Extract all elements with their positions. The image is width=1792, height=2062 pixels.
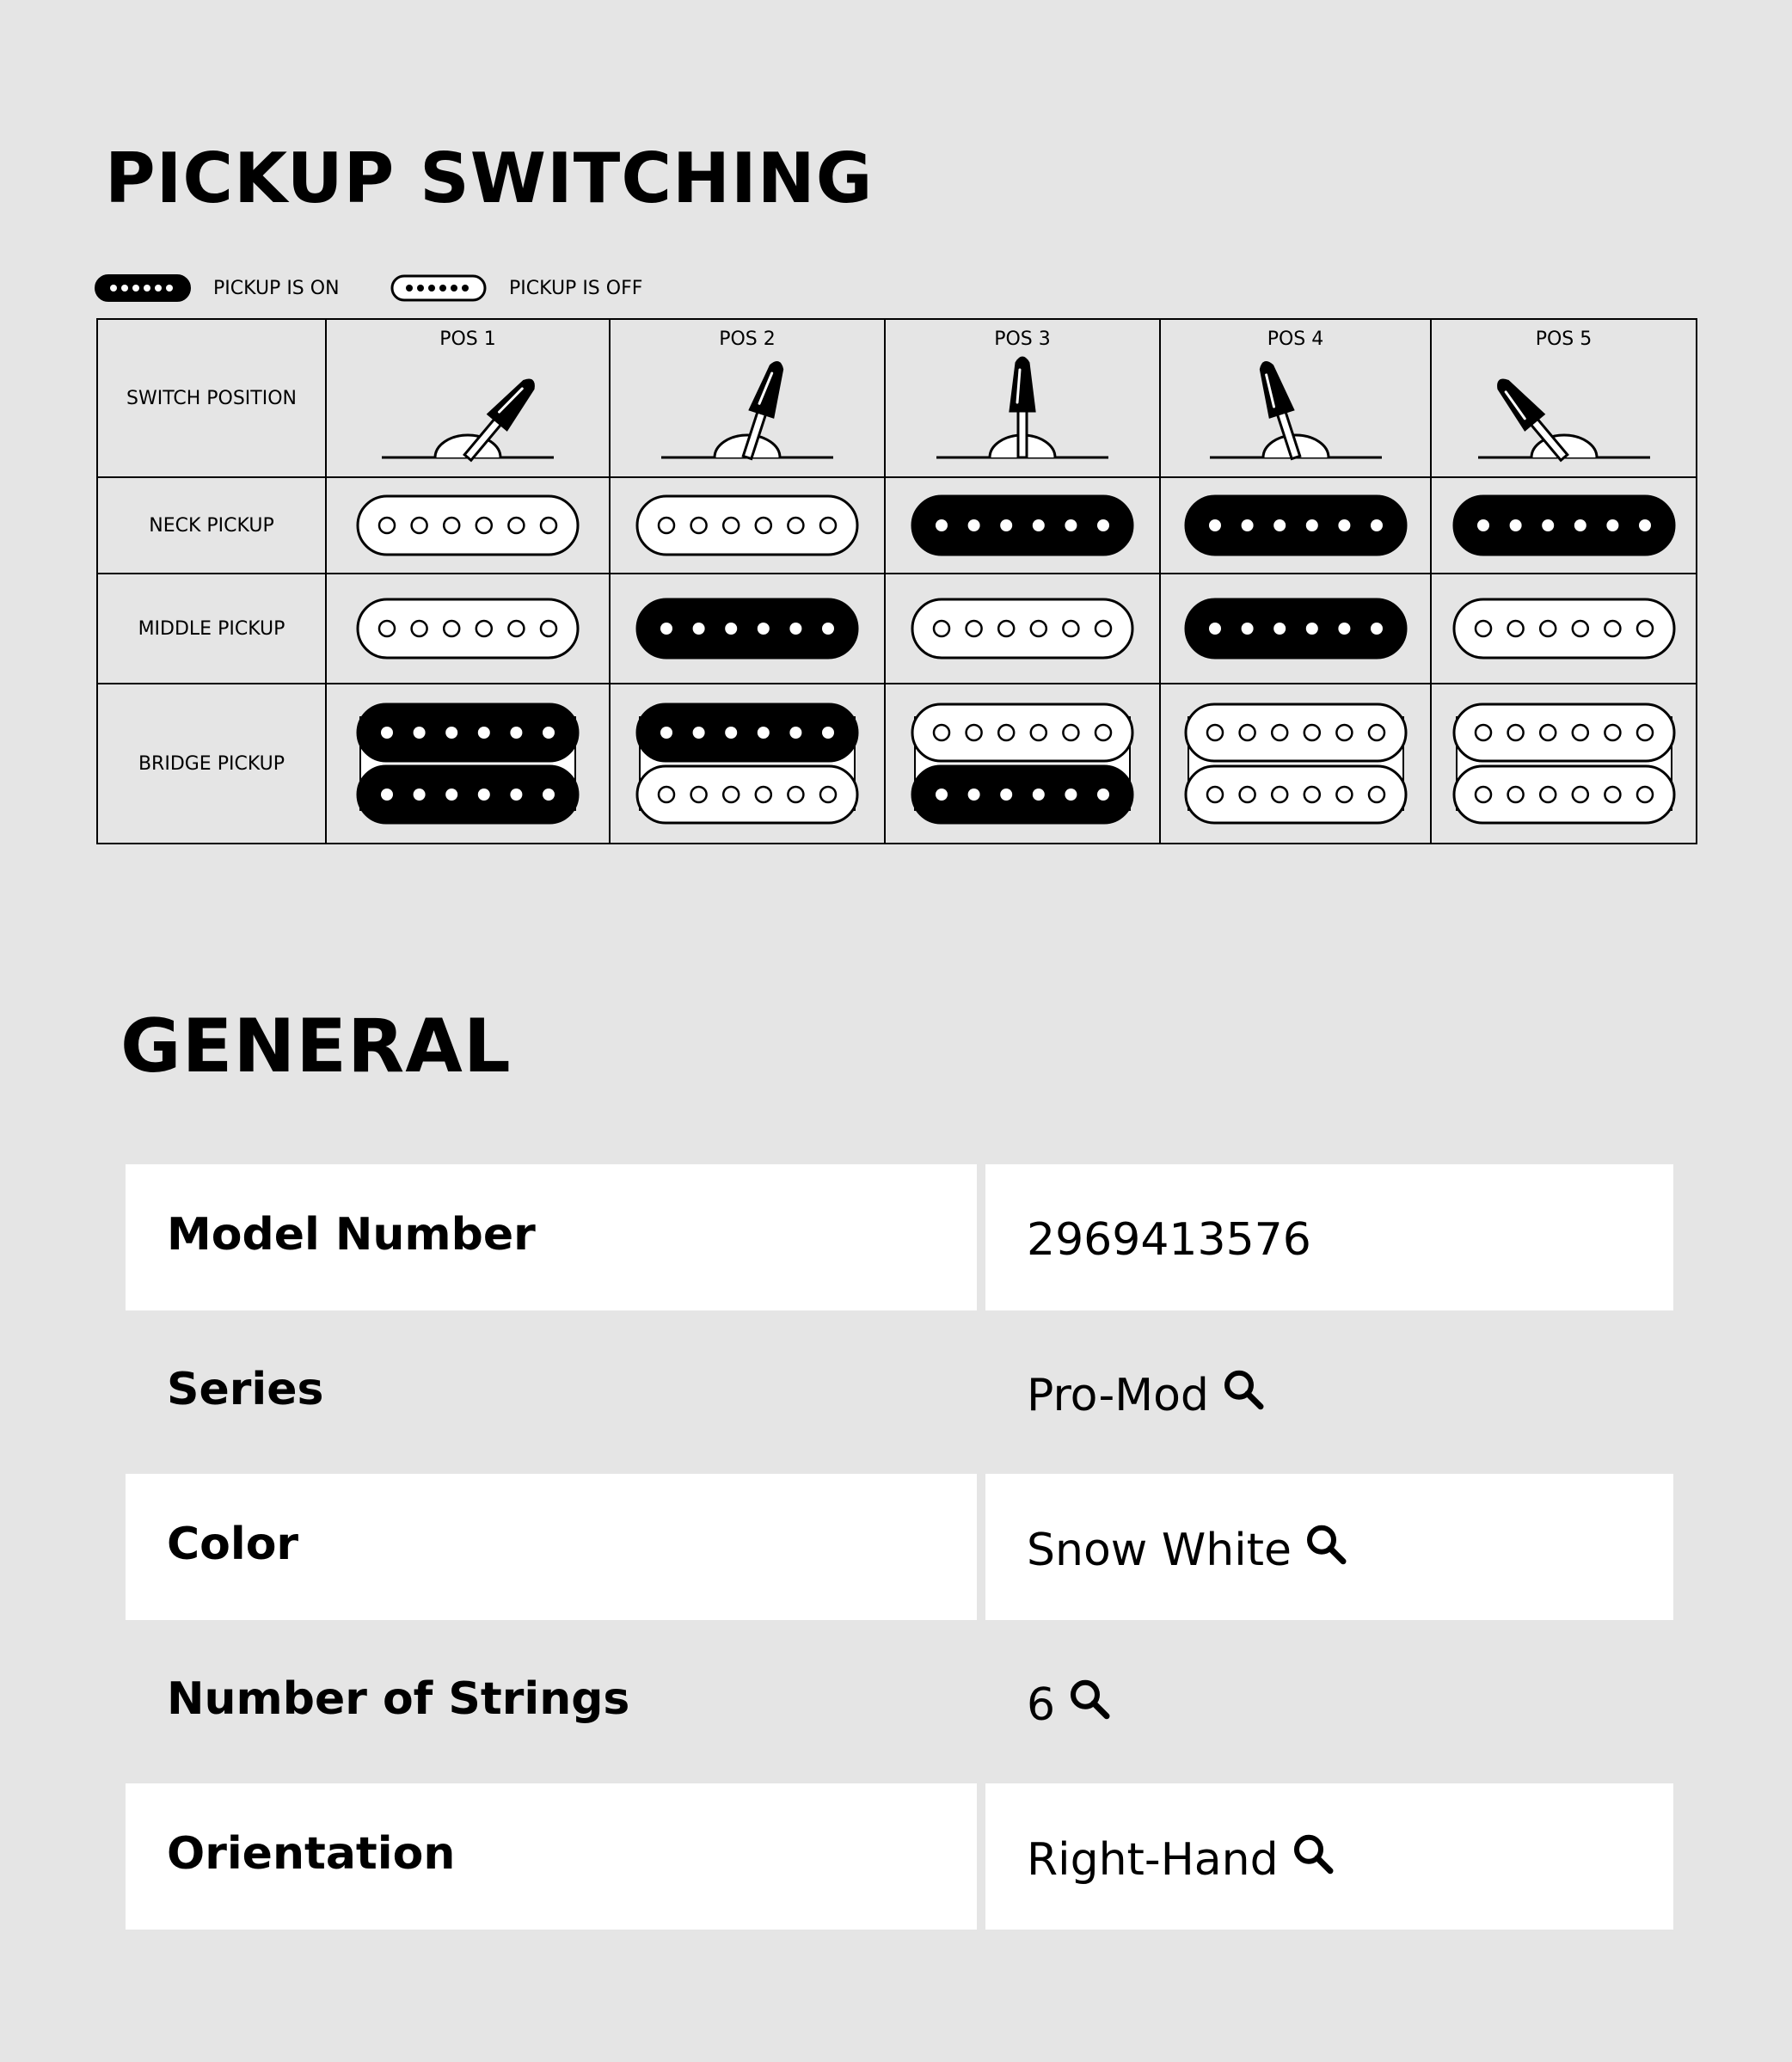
pos-2-cell bbox=[610, 319, 885, 477]
switch-position-label: SWITCH POSITION bbox=[97, 319, 326, 477]
legend-pickup-on bbox=[95, 273, 340, 303]
bridge-pickup-graphic bbox=[1161, 702, 1430, 825]
search-icon[interactable] bbox=[1221, 1367, 1266, 1423]
pos-5-cell bbox=[1431, 319, 1697, 477]
neck-pickup-graphic bbox=[1161, 494, 1430, 557]
spec-label-cell bbox=[126, 1474, 977, 1620]
pos-1-cell bbox=[326, 319, 610, 477]
spec-value-cell bbox=[985, 1319, 1673, 1465]
neck-pickup-label: NECK PICKUP bbox=[97, 477, 326, 574]
single-coil-pickup-icon bbox=[355, 597, 580, 660]
spec-label: Color bbox=[167, 1519, 299, 1570]
bridge-pickup-pos-1 bbox=[326, 684, 610, 844]
middle-pickup-pos-3 bbox=[885, 574, 1160, 684]
single-coil-pickup-icon bbox=[355, 494, 580, 557]
position-label: POS 2 bbox=[719, 328, 776, 350]
spec-label-cell bbox=[126, 1319, 977, 1465]
spec-value-cell bbox=[985, 1474, 1673, 1620]
spec-row-orientation bbox=[126, 1783, 1673, 1930]
spec-value-cell bbox=[985, 1629, 1673, 1775]
single-coil-pickup-icon bbox=[635, 494, 860, 557]
position-label: POS 3 bbox=[994, 328, 1051, 350]
humbucker-pickup-icon bbox=[1451, 702, 1677, 825]
spec-label: Orientation bbox=[167, 1828, 456, 1880]
spec-value[interactable] bbox=[1027, 1832, 1335, 1887]
spec-value bbox=[1027, 1214, 1311, 1266]
toggle-switch-icon bbox=[1470, 351, 1659, 471]
general-heading: GENERAL bbox=[120, 1003, 512, 1089]
legend-pickup-off bbox=[390, 273, 642, 303]
middle-pickup-graphic bbox=[1161, 597, 1430, 660]
spec-label-cell bbox=[126, 1783, 977, 1930]
switch-position-row bbox=[97, 319, 1697, 477]
neck-pickup-pos-5 bbox=[1431, 477, 1697, 574]
neck-pickup-pos-3 bbox=[885, 477, 1160, 574]
neck-pickup-pos-4 bbox=[1160, 477, 1431, 574]
spec-row-series bbox=[126, 1319, 1673, 1465]
spec-row-model-number bbox=[126, 1164, 1673, 1310]
position-label: POS 5 bbox=[1535, 328, 1593, 350]
bridge-pickup-pos-2 bbox=[610, 684, 885, 844]
single-coil-pickup-icon bbox=[1183, 494, 1408, 557]
spec-value-text: 2969413576 bbox=[1027, 1214, 1311, 1266]
spec-value-text[interactable]: Pro-Mod bbox=[1027, 1369, 1209, 1421]
spec-value-text[interactable]: 6 bbox=[1027, 1678, 1056, 1731]
spec-label: Model Number bbox=[167, 1209, 536, 1261]
spec-row-number-of-strings bbox=[126, 1629, 1673, 1775]
middle-pickup-label: MIDDLE PICKUP bbox=[97, 574, 326, 684]
spec-value-cell bbox=[985, 1164, 1673, 1310]
single-coil-pickup-icon bbox=[1451, 494, 1677, 557]
single-coil-pickup-icon bbox=[635, 597, 860, 660]
toggle-switch-icon bbox=[653, 351, 842, 471]
single-coil-pickup-icon bbox=[1183, 597, 1408, 660]
neck-pickup-graphic bbox=[611, 494, 884, 557]
toggle-switch-icon bbox=[1201, 351, 1390, 471]
bridge-pickup-graphic bbox=[886, 702, 1159, 825]
spec-label-cell bbox=[126, 1629, 977, 1775]
middle-pickup-pos-4 bbox=[1160, 574, 1431, 684]
position-label: POS 4 bbox=[1267, 328, 1324, 350]
spec-value-text[interactable]: Snow White bbox=[1027, 1524, 1292, 1576]
spec-value-text[interactable]: Right-Hand bbox=[1027, 1833, 1279, 1886]
neck-pickup-pos-2 bbox=[610, 477, 885, 574]
bridge-pickup-pos-4 bbox=[1160, 684, 1431, 844]
middle-pickup-graphic bbox=[886, 597, 1159, 660]
bridge-pickup-graphic bbox=[1432, 702, 1696, 825]
spec-value[interactable] bbox=[1027, 1522, 1348, 1578]
spec-label-cell bbox=[126, 1164, 977, 1310]
middle-pickup-pos-1 bbox=[326, 574, 610, 684]
middle-pickup-pos-5 bbox=[1431, 574, 1697, 684]
search-icon[interactable] bbox=[1291, 1832, 1335, 1887]
pos-4-cell bbox=[1160, 319, 1431, 477]
spec-label: Series bbox=[167, 1364, 324, 1415]
spec-value[interactable] bbox=[1027, 1367, 1266, 1423]
legend-off-label: PICKUP IS OFF bbox=[509, 277, 643, 299]
search-icon[interactable] bbox=[1067, 1677, 1112, 1733]
bridge-pickup-row bbox=[97, 684, 1697, 844]
single-coil-pickup-icon bbox=[910, 597, 1135, 660]
middle-pickup-pos-2 bbox=[610, 574, 885, 684]
neck-pickup-row bbox=[97, 477, 1697, 574]
legend-on-label: PICKUP IS ON bbox=[213, 277, 340, 299]
middle-pickup-row bbox=[97, 574, 1697, 684]
pickup-on-icon bbox=[95, 274, 191, 302]
bridge-pickup-graphic bbox=[611, 702, 884, 825]
middle-pickup-graphic bbox=[327, 597, 609, 660]
neck-pickup-pos-1 bbox=[326, 477, 610, 574]
neck-pickup-graphic bbox=[886, 494, 1159, 557]
spec-row-color bbox=[126, 1474, 1673, 1620]
bridge-pickup-pos-3 bbox=[885, 684, 1160, 844]
humbucker-pickup-icon bbox=[910, 702, 1135, 825]
pickup-off-icon bbox=[390, 274, 487, 302]
position-label: POS 1 bbox=[439, 328, 496, 350]
pickup-switching-table bbox=[96, 318, 1697, 844]
neck-pickup-graphic bbox=[327, 494, 609, 557]
search-icon[interactable] bbox=[1304, 1522, 1348, 1578]
single-coil-pickup-icon bbox=[1451, 597, 1677, 660]
toggle-switch-icon bbox=[928, 351, 1117, 471]
pos-3-cell bbox=[885, 319, 1160, 477]
humbucker-pickup-icon bbox=[1183, 702, 1408, 825]
pickup-switching-heading: PICKUP SWITCHING bbox=[105, 138, 874, 218]
toggle-switch-icon bbox=[373, 351, 562, 471]
bridge-pickup-label: BRIDGE PICKUP bbox=[97, 684, 326, 844]
middle-pickup-graphic bbox=[1432, 597, 1696, 660]
humbucker-pickup-icon bbox=[355, 702, 580, 825]
neck-pickup-graphic bbox=[1432, 494, 1696, 557]
bridge-pickup-pos-5 bbox=[1431, 684, 1697, 844]
spec-value-cell bbox=[985, 1783, 1673, 1930]
humbucker-pickup-icon bbox=[635, 702, 860, 825]
spec-value[interactable] bbox=[1027, 1677, 1112, 1733]
spec-label: Number of Strings bbox=[167, 1673, 630, 1725]
middle-pickup-graphic bbox=[611, 597, 884, 660]
single-coil-pickup-icon bbox=[910, 494, 1135, 557]
bridge-pickup-graphic bbox=[327, 702, 609, 825]
